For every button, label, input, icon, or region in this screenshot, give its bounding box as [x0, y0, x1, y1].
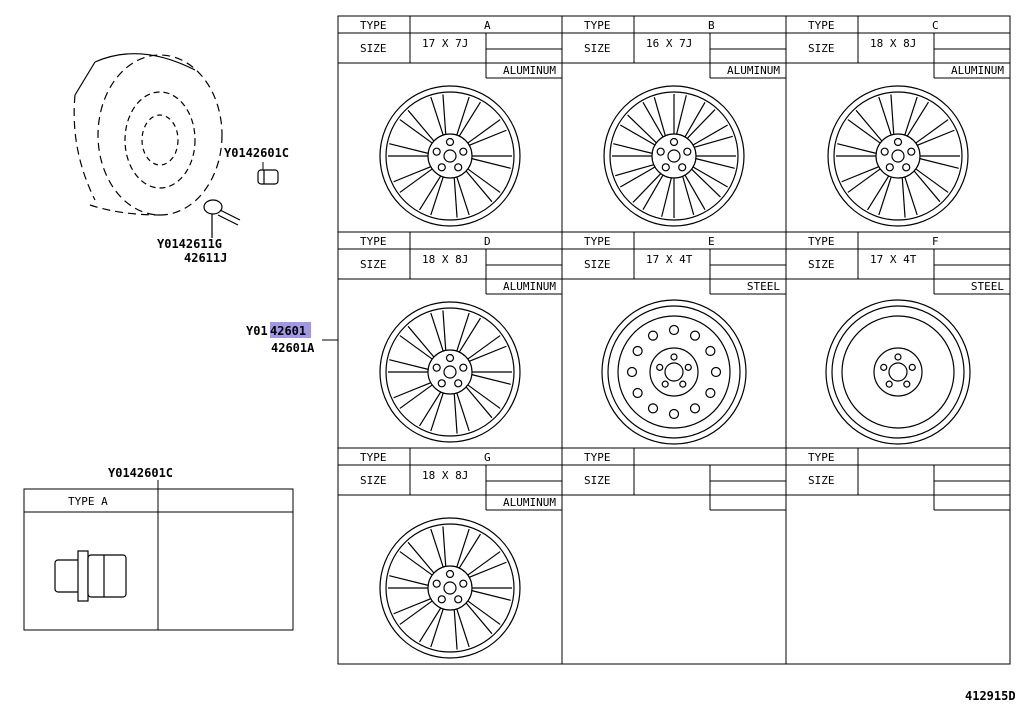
tire-illustration — [74, 54, 222, 215]
wheel-illustration[interactable] — [380, 86, 520, 226]
wheel-illustration[interactable] — [380, 302, 520, 442]
size-value: 17 X 4T — [646, 253, 693, 266]
type-value: F — [932, 235, 939, 248]
size-label: SIZE — [584, 258, 611, 271]
type-label: TYPE — [808, 451, 835, 464]
nut-table-title[interactable]: Y0142601C — [108, 466, 174, 480]
type-label: TYPE — [360, 235, 387, 248]
size-label: SIZE — [360, 474, 387, 487]
size-label: SIZE — [584, 42, 611, 55]
size-value: 18 X 8J — [870, 37, 917, 50]
wheel-illustration[interactable] — [602, 300, 746, 444]
valve-stem-illustration — [204, 200, 240, 238]
nut-table-header: TYPE A — [68, 495, 108, 508]
material-value: ALUMINUM — [503, 280, 556, 293]
type-value: B — [708, 19, 715, 32]
wheel-nut-illustration — [258, 170, 278, 184]
size-label: SIZE — [360, 42, 387, 55]
wheel-illustration[interactable] — [828, 86, 968, 226]
cell-headers — [338, 16, 1010, 510]
type-value: A — [484, 19, 491, 32]
material-value: ALUMINUM — [503, 64, 556, 77]
material-value: STEEL — [746, 280, 780, 293]
type-value: C — [932, 19, 939, 32]
size-label: SIZE — [584, 474, 611, 487]
type-value: D — [484, 235, 491, 248]
type-label: TYPE — [360, 451, 387, 464]
type-value: G — [484, 451, 491, 464]
wheel-illustration[interactable] — [604, 86, 744, 226]
nut-callout[interactable]: Y0142601C — [224, 146, 290, 160]
size-label: SIZE — [360, 258, 387, 271]
size-value: 17 X 4T — [870, 253, 917, 266]
type-label: TYPE — [808, 235, 835, 248]
wheel-callout-prefix: Y01 — [246, 324, 268, 338]
valve-callout-1[interactable]: Y0142611G — [157, 237, 223, 251]
type-label: TYPE — [584, 235, 611, 248]
material-value: STEEL — [970, 280, 1004, 293]
type-label: TYPE — [584, 19, 611, 32]
nut-type-a-illustration — [55, 551, 126, 601]
size-label: SIZE — [808, 42, 835, 55]
size-value: 16 X 7J — [646, 37, 693, 50]
type-label: TYPE — [584, 451, 611, 464]
wheel-pictures — [380, 86, 970, 658]
size-label: SIZE — [808, 258, 835, 271]
type-value: E — [708, 235, 715, 248]
type-label: TYPE — [808, 19, 835, 32]
diagram-id: 412915D — [965, 689, 1016, 703]
size-label: SIZE — [808, 474, 835, 487]
wheel-callout-alt[interactable]: 42601A — [271, 341, 315, 355]
type-label: TYPE — [360, 19, 387, 32]
valve-callout-2[interactable]: 42611J — [184, 251, 228, 265]
material-value: ALUMINUM — [503, 496, 556, 509]
wheel-callout[interactable]: 42601 — [270, 324, 307, 338]
material-value: ALUMINUM — [951, 64, 1004, 77]
size-value: 18 X 8J — [422, 253, 469, 266]
size-value: 18 X 8J — [422, 469, 469, 482]
size-value: 17 X 7J — [422, 37, 469, 50]
wheel-illustration[interactable] — [380, 518, 520, 658]
wheel-illustration[interactable] — [826, 300, 970, 444]
material-value: ALUMINUM — [727, 64, 780, 77]
